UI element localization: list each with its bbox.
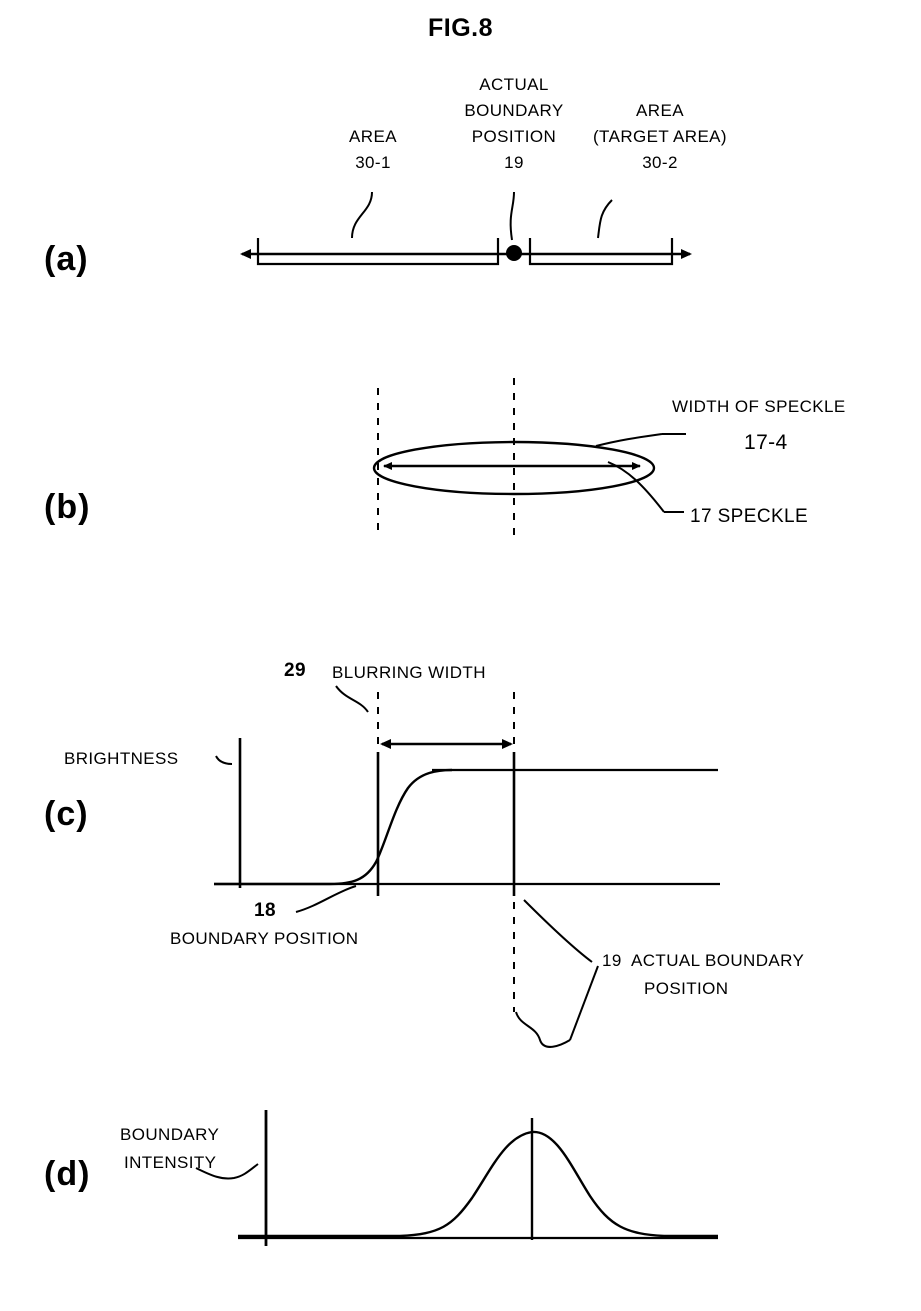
panel-label-a: (a) bbox=[44, 240, 89, 278]
panel-a-bracket-left bbox=[258, 238, 498, 264]
label-boundary-intensity-line1: BOUNDARY bbox=[120, 1125, 220, 1144]
label-area-left-line2: 30-1 bbox=[355, 153, 391, 172]
panel-a-boundary-point bbox=[506, 245, 522, 261]
panel-label-d: (d) bbox=[44, 1155, 91, 1193]
panel-label-b: (b) bbox=[44, 488, 91, 526]
panel-b-dashed-lines bbox=[378, 378, 514, 535]
figure-title: FIG.8 bbox=[427, 14, 493, 42]
panel-label-c: (c) bbox=[44, 795, 89, 833]
panel-b-leaders bbox=[596, 434, 686, 512]
label-actual-boundary-line3: POSITION bbox=[471, 127, 557, 146]
label-actual-boundary-c-line2: POSITION bbox=[644, 979, 729, 998]
panel-c-dashed-lines bbox=[378, 692, 514, 1012]
label-blurring-width: BLURRING WIDTH bbox=[332, 663, 486, 682]
label-29: 29 bbox=[284, 660, 306, 681]
label-area-right-line1: AREA bbox=[636, 101, 684, 120]
label-actual-boundary-line2: BOUNDARY bbox=[464, 101, 564, 120]
label-area-right-line2: (TARGET AREA) bbox=[593, 127, 727, 146]
panel-c-brightness-curve bbox=[214, 770, 452, 884]
label-18: 18 bbox=[254, 900, 276, 921]
panel-a-bracket-right bbox=[530, 238, 672, 264]
label-width-of-speckle-number: 17-4 bbox=[744, 431, 788, 454]
label-actual-boundary-number: 19 bbox=[504, 153, 524, 172]
label-actual-boundary-c-line1: 19 ACTUAL BOUNDARY bbox=[602, 951, 805, 970]
label-boundary-intensity-line2: INTENSITY bbox=[124, 1153, 217, 1172]
label-speckle: 17 SPECKLE bbox=[690, 506, 809, 527]
panel-c-leaders bbox=[216, 686, 598, 1047]
label-boundary-position: BOUNDARY POSITION bbox=[170, 929, 359, 948]
label-width-of-speckle: WIDTH OF SPECKLE bbox=[672, 397, 846, 416]
label-brightness: BRIGHTNESS bbox=[64, 749, 179, 768]
label-area-left-line1: AREA bbox=[349, 127, 397, 146]
label-area-right-line3: 30-2 bbox=[642, 153, 678, 172]
panel-a-leaders bbox=[352, 192, 612, 240]
label-actual-boundary-line1: ACTUAL bbox=[479, 75, 549, 94]
panel-d-intensity-curve bbox=[238, 1132, 718, 1236]
